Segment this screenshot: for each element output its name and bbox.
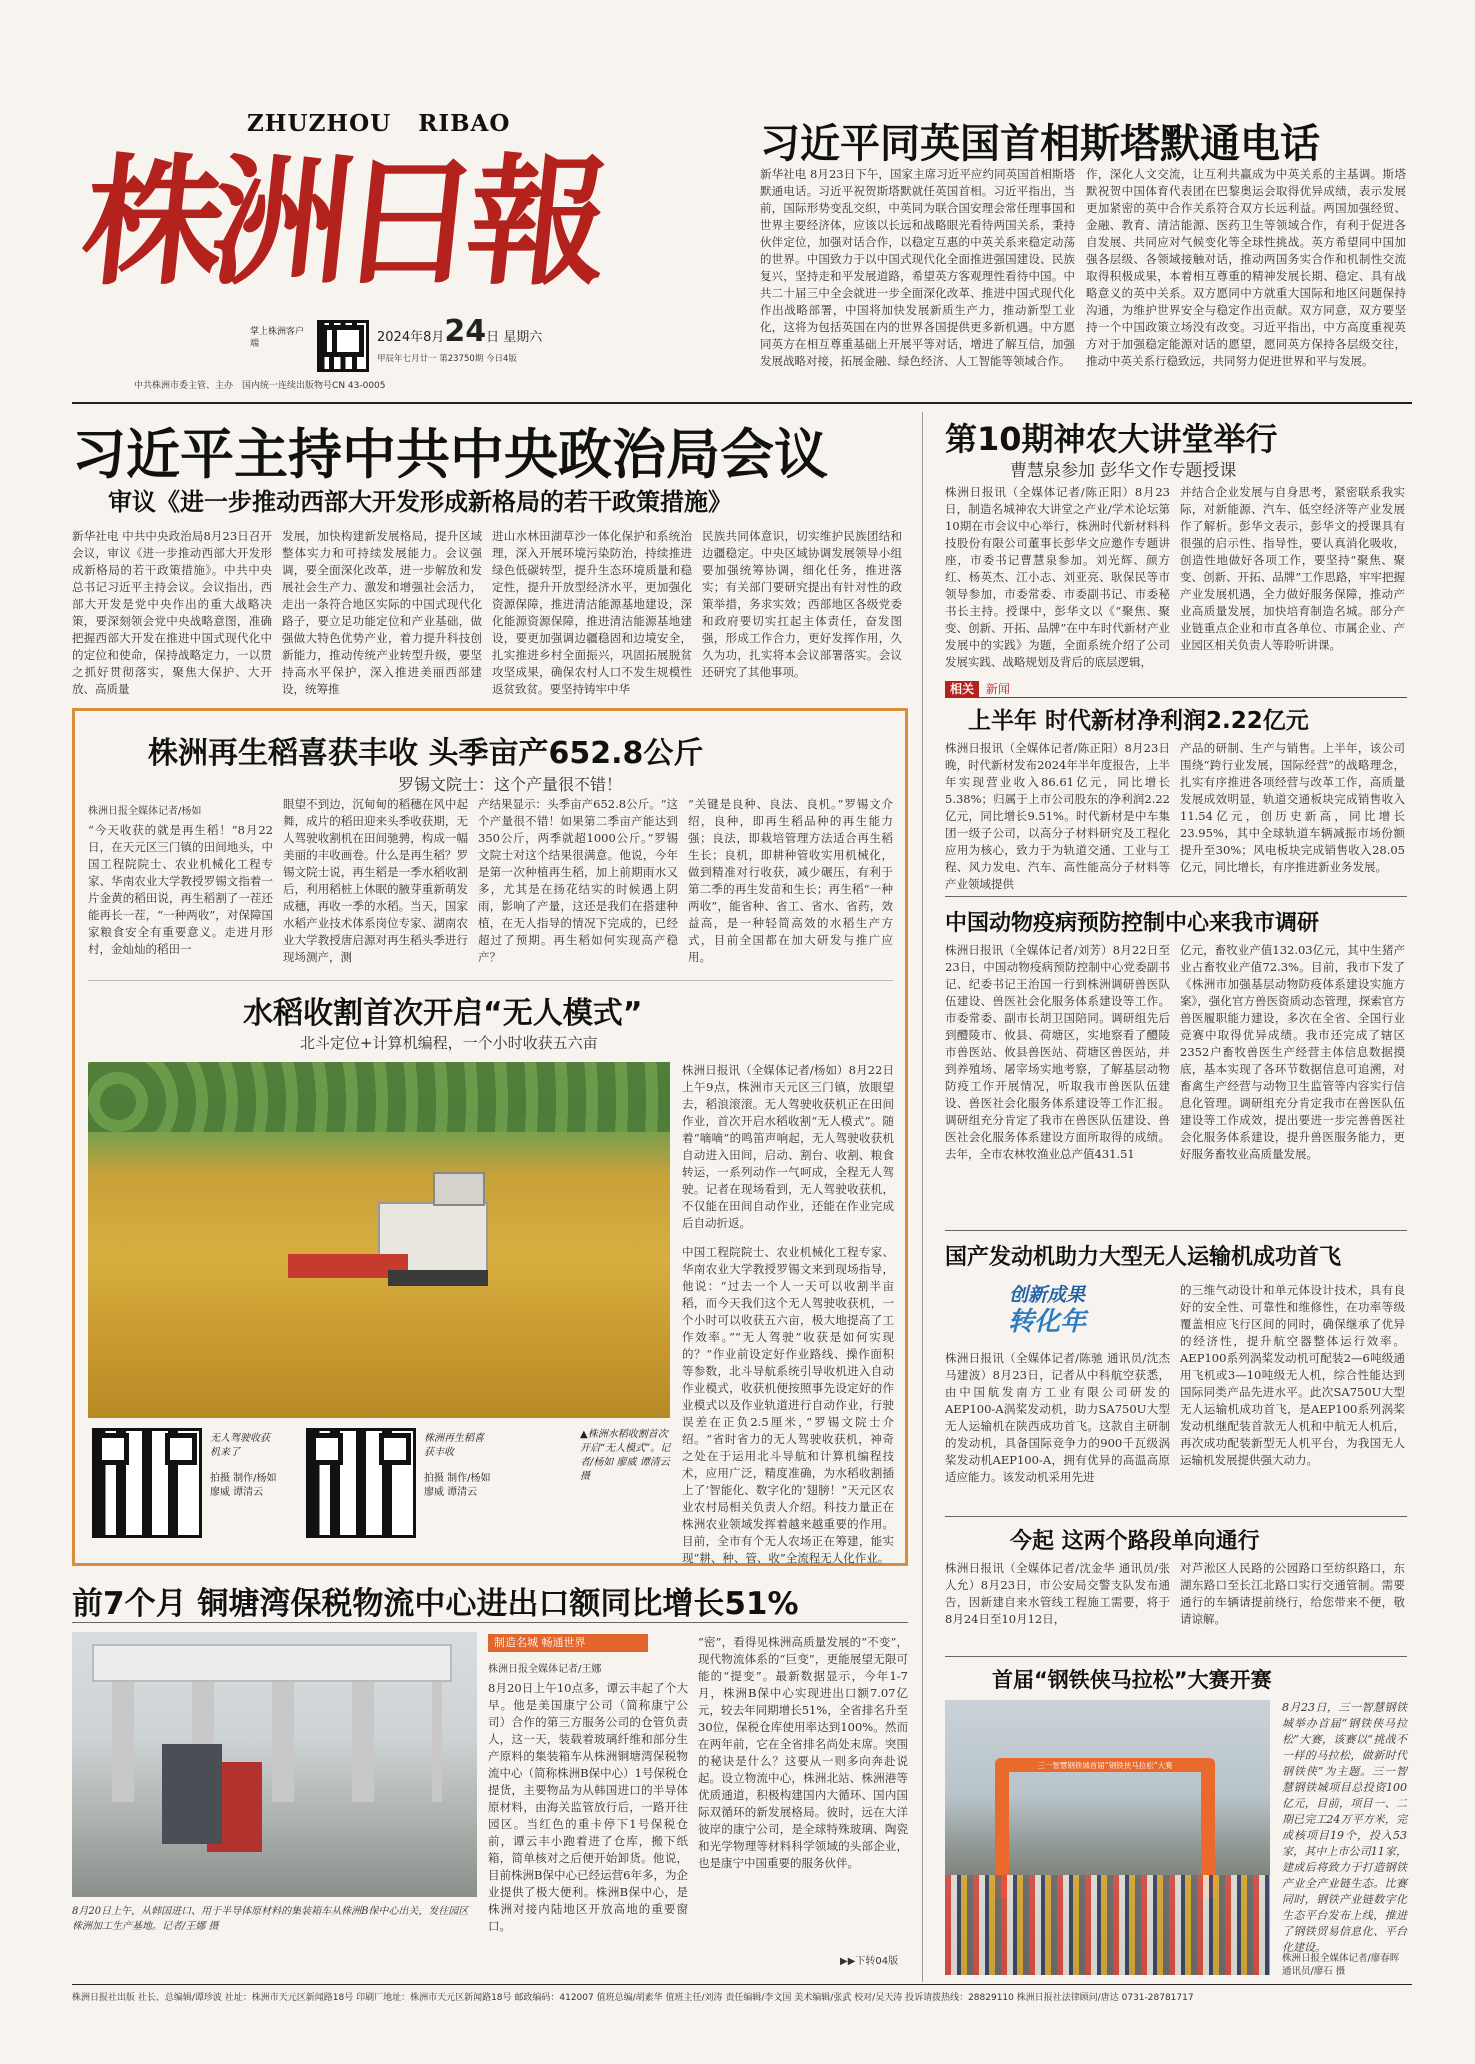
farm-col2: 眼望不到边，沉甸甸的稻穗在风中起舞，成片的稻田迎来头季收获期，无人驾驶收割机在田间驰骋，构成一幅美丽的丰收画卷。什么是再生稻？罗锡文院士说，再生稻是一季水稻收割后，利用稻桩上休眠的腋芽重新萌发成穗，再收一季的水稻。当天，国家水稻产业技术体系岗位专家、湖南农业大学教授唐启源对再生稻头季进行现场测产，测: [283, 797, 468, 964]
shennong-subtitle: 曹慧泉参加 彭华文作专题授课: [1010, 461, 1237, 481]
qr1-credit: 拍摄 制作/杨如 廖威 谭清云: [210, 1473, 277, 1498]
gate-roof: [92, 1644, 452, 1682]
date-suffix: 日 星期六: [486, 330, 543, 345]
publisher-line: [134, 378, 386, 391]
road-col2: 对芦淞区人民路的公园路口至纺织路口，东湖东路口至长江北路口实行交通管制。需要通行的车辆请提前绕行，给您带来不便，敬请谅解。: [1180, 1561, 1405, 1626]
farm-col4: “关键是良种、良法、良机。”罗锡文介绍，良种，即再生稻品种的再生能力强；良法，即栽培管理方法适合再生稻生长；良机，即耕种管收实用机械化，做到精准对行收获，减少碾压，有利于第二季的再生发苗和生长；再生稻“一种两收”，能省种、省工、省水、省药，效益高，是一种轻简高效的水稻生产方式，目前全国都在加大研发与推广应用。: [688, 797, 893, 964]
harvester-track: [388, 1270, 488, 1286]
engine-col2: 的三维气动设计和单元体设计技术，具有良好的安全性、可靠性和维修性，在功率等级覆盖相应飞行区间的同时，确保继承了优异的经济性，提升航空器整体运行效率。AEP100系列涡桨发动机可配装2—6吨级通用飞机或3—10吨级无人机，综合性能达到国际同类产品先进水平。此次SA750U大型无人运输机成功首飞，是AEP100系列涡桨发动机继配装首款无人机和中航无人机后，再次成功配装新型无人机平台，为我国无人运输机发展提供强大动力。: [1180, 1283, 1405, 1467]
lead-body-col2: 作，深化人文交流，让互利共赢成为中英关系的主基调。斯塔默祝贺中国体育代表团在巴黎奥运会取得优异成绩，表示发展更加紧密的英中合作关系符合双方长远利益。两国加强经贸、金融、教育、清洁能源、医药卫生等领域合作，有利于促进各自发展、共同应对气候变化等全球性挑战。英方希望同中国加强各层级、各领域接触对话，推动两国务实合作和机制性交流取得积极成果，本着相互尊重的精神发展长期、稳定、具有战略意义的英中关系。双方愿同中方就重大国际和地区问题保持沟通，为维护世界安全与稳定作出贡献。双方同意，双方要坚持一个中国政策立场没有改变。习近平指出，中方高度重视英方对于加强稳定能源对话的愿望，愿同英方保持各层级交往，推动中英关系行稳致远，共同努力促进世界和平与发展。: [1086, 167, 1406, 368]
divider-animal: [945, 1230, 1407, 1231]
masthead-logo: 株洲日報: [75, 141, 605, 305]
continued-on-page[interactable]: ▶▶下转04版: [840, 1956, 899, 1967]
shennong-col2: 并结合企业发展与自身思考，紧密联系我实际，对新能源、汽车、低空经济等产业发展作了解析。彭华文表示，彭华文的授课具有很强的启示性、指导性，要认真消化吸收，创造性地做好各项工作，要坚持“聚焦、聚变、创新、开拓、品牌”工作思路，牢牢把握产业发展机遇，全力做好服务保障，推动产业高质量发展，加快培育制造名城。部分产业链重点企业和市直各单位、市属企业、产业园区相关负责人等聆听讲课。: [1180, 485, 1405, 652]
bonded-col2: “密”，看得见株洲高质量发展的“不变”，现代物流体系的“巨变”，更能展望无限可能的“提变”。最新数据显示，今年1-7月，株洲B保中心实现进出口额7.07亿元，较去年同期增长51%，全省排名升至30位，保税仓库使用率达到100%。然而在两年前，它在全省排名尚处末席。突围的秘诀是什么？这要从一则多向奔赴说起。设立物流中心，株洲北站、株洲港等优质通道，积极构建国内大循环、国内国际双循环的新发展格局。彼时，远在大洋彼岸的康宁公司，是全球特殊玻璃、陶瓷和光学物理等材料科学领域的头部企业，也是康宁中国重要的服务伙伴。: [698, 1635, 908, 1870]
masthead-app-qr[interactable]: [317, 320, 369, 372]
animal-col2: 亿元，畜牧业产值132.03亿元，其中生猪产业占畜牧业产值72.3%。目前，我市下发了《株洲市加强基层动物防疫体系建设实施方案》，强化官方兽医资质动态管理，探索官方兽医履职能力建设，多次在全省、全国行业竞赛中取得优异成绩。我市还完成了辖区2352户畜牧兽医生产经营主体信息数据摸底，基本实现了各环节数据信息可追溯，对畜禽生产经营与动物卫生监管等内容实行信息化管理。调研组充分肯定我市在兽医队伍建设等工作成效，提出要进一步完善兽医社会化服务体系建设，提升兽医服务能力，更好服务畜牧业高质量发展。: [1180, 943, 1405, 1161]
date-prefix: 2024年8月: [377, 330, 445, 345]
newmat-col2: 产品的研制、生产与销售。上半年，该公司围绕“跨行业发展，国际经营”的战略理念，扎实有序推进各项经营与改革工作，高质量发展成效明显，轨道交通板块完成销售收入11.54亿元，创历史新高，同比增长23.95%，其中全球轨道车辆减振市场份额提升至30%；风电板块完成销售收入28.05亿元，同比增长，有序推进新业务发展。: [1180, 741, 1405, 874]
issue-info: [377, 352, 517, 364]
vertical-divider-right: [922, 412, 923, 1982]
bonded-headline: 前7个月 铜塘湾保税物流中心进出口额同比增长51%: [72, 1586, 799, 1622]
related-tag-label: 相关: [945, 681, 979, 697]
issue-number: 第23750期: [439, 354, 484, 364]
politburo-col2: 发展，加快构建新发展格局，提升区域整体实力和可持续发展能力。会议强调，要全面深化改革，进一步解放和发展社会生产力、激发和增强社会活力，走出一条符合地区实际的中国式现代化路子，要立足功能定位和产业基础，做强做大特色优势产业，着力提升科技创新能力，推动传统产业转型升级，要坚持高水平保护，深入推进美丽西部建设，统筹推: [282, 529, 482, 696]
badge-line2: 转化年: [1007, 1307, 1086, 1337]
issue-date: [377, 314, 542, 349]
harvest-qr-code-1[interactable]: [92, 1428, 202, 1538]
politburo-subtitle: 审议《进一步推动西部大开发形成新格局的若干政策措施》: [108, 488, 732, 516]
footer-credits: 株洲日报社出版 社长、总编辑/谭珍波 社址：株洲市天元区新闻路18号 印刷厂地址：株洲市天元区新闻路18号 邮政编码：412007 值班总编/胡素华 值班主任/刘涛 责任编辑/李文国 美术编辑/张武 校对/吴天涛 投诉请拨热线：28829110 株洲日报社法律顾问/唐达 0731-28781717: [72, 1993, 1194, 2003]
marathon-photo: [945, 1700, 1270, 1975]
farm-divider: [88, 980, 893, 981]
politburo-col4: 民族共同体意识，切实维护民族团结和边疆稳定。中央区域协调发展领导小组要加强统筹协调，细化任务，推进落实；有关部门要研究提出有针对性的政策举措，务求实效；西部地区各级党委和政府要切实扛起主体责任，奋发图强，形成工作合力，更好发挥作用，久久为功，扎实将本会议部署落实。会议还研究了其他事项。: [702, 529, 902, 679]
marathon-text: 8月23日，三一智慧钢铁城举办首届“钢铁侠马拉松”大赛，该赛以“挑战不一样的马拉松，做新时代钢铁侠”为主题。三一智慧钢铁城项目总投资100亿元，目前，项目一、二期已完工24万平方米，完成核项目19个，投入53家，其中上市公司11家，建成后将致力于打造钢铁产业全产业链生态。比赛同时，钢铁产业链数字化生态平台发布上线，推进了钢铁贸易信息化、平台化建设。: [1282, 1701, 1407, 1954]
bonded-byline: 株洲日报全媒体记者/王娜: [488, 1664, 602, 1675]
qr1-caption: 无人驾驶收获机来了: [210, 1433, 270, 1458]
footer-rule: [72, 1984, 1412, 1985]
marathon-headline: 首届“钢铁侠马拉松”大赛开赛: [992, 1668, 1272, 1692]
truck-container: [162, 1744, 222, 1844]
bonded-tag: [488, 1634, 648, 1652]
page-count: 今日4版: [485, 354, 517, 364]
harvest-col1: 株洲日报讯（全媒体记者/杨如）8月22日上午9点，株洲市天元区三门镇，放眼望去，稻浪滚滚。无人驾驶收获机正在田间作业，首次开启水稻收割“无人模式”。随着“嘀嘀”的鸣笛声响起，无人驾驶收获机自动进入田间，启动、割台、收割、粮食转运，一系列动作一气呵成，全程无人驾驶。记者在现场看到，无人驾驶收获机，不仅能在田间自动作业，还能在作业完成后自动折返。: [682, 1063, 894, 1230]
shennong-col1: 株洲日报讯（全媒体记者/陈正阳）8月23日，制造名城神农大讲堂之产业/学术论坛第10期在市会议中心举行，株洲时代新材料科技股份有限公司董事长彭华文应邀作专题讲座，市委书记曹慧泉参加。刘光辉、颜方红、杨英杰、江小志、刘亚亮、耿保民等市领导参加，市委常委、市委副书记、市委秘书长主持。授课中，彭华文以《“聚焦、聚变、创新、开拓、品牌”在中车时代新材产业发展中的实践》为题，全面系统介绍了公司发展实践、战略规划及背后的底层逻辑，: [945, 485, 1170, 669]
lead-body-col1: 新华社电 8月23日下午，国家主席习近平应约同英国首相斯塔默通电话。习近平祝贺斯塔默就任英国首相。习近平指出，当前，国际形势变乱交织，中英同为联合国安理会常任理事国和世界主要经济体，应该以长远和战略眼光看待两国关系，秉持伙伴定位，加强对话合作，以稳定互惠的中英关系来稳定动荡的世界。中国致力于以中国式现代化全面推进强国建设、民族复兴，坚持走和平发展道路，希望英方客观理性看待中国。中共二十届三中全会就进一步全面深化改革、推进中国式现代化作出战略部署，中国将加快发展新质生产力，推动新型工业化，这将为包括英国在内的世界各国提供更多新机遇。中方愿同英方在相互尊重基础上开展平等对话，增进了解互信，加强发展战略对接，拓展金融、绿色经济、人工智能等领域合作。: [760, 167, 1075, 368]
publisher: 中共株洲市委主管、主办: [134, 381, 234, 391]
bonded-tag-text: 制造名城 畅通世界: [494, 1636, 586, 1649]
bonded-photo: [72, 1632, 477, 1897]
tree-line: [88, 1062, 670, 1132]
runners-crowd: [945, 1875, 1270, 1975]
farm-subtitle: 罗锡文院士：这个产量很不错！: [398, 775, 623, 794]
masthead-pinyin: ZHUZHOU RIBAO: [247, 110, 511, 137]
politburo-headline: 习近平主持中共中央政治局会议: [72, 423, 828, 486]
newmat-col1: 株洲日报讯（全媒体记者/陈正阳）8月23日晚，时代新材发布2024年半年度报告，上半年实现营业收入86.61亿元，同比增长5.38%；归属于上市公司股东的净利润2.22亿元，同比增长9.51%。时代新材是中车集团一级子公司，以高分子材料研究及工程化应用为核心，致力于为轨道交通、工业与工程、风力发电、汽车、高性能高分子材料等产业领域提供: [945, 741, 1170, 891]
bonded-col1: 8月20日上午10点多，谭云丰起了个大早。他是美国康宁公司（简称康宁公司）合作的第三方服务公司的仓管负责人，这一天，装载着玻璃纤维和部分生产原料的集装箱车从株洲铜塘湾保税物流中心（简称株洲B保中心）1号保税仓提货，主要物品为从韩国进口的半导体原材料，由海关监管放行后，一路开往园区。当红色的重卡停下1号保税仓前，谭云丰小跑着进了仓库，搬下纸箱，简单核对之后便开始卸货。他说，目前株洲B保中心已经运营6年多，为企业提供了极大便利。株洲B保中心，是株洲对接内陆地区开放高地的重要窗口。: [488, 1681, 688, 1933]
lunar-date: 甲辰年七月廿一: [377, 354, 437, 364]
harvest-subtitle: 北斗定位+计算机编程，一个小时收获五六亩: [300, 1034, 598, 1052]
harvest-photo-caption: ▲株洲水稻收割首次开启“无人模式”。记者/杨如 廖威 谭清云 摄: [580, 1429, 671, 1482]
politburo-col1: 新华社电 中共中央政治局8月23日召开会议，审议《进一步推动西部大开发形成新格局的若干政策措施》。中共中央总书记习近平主持会议。会议指出，西部大开发是党中央作出的重大战略决策，要深刻领会党中央战略意图，准确把握西部大开发在推进中国式现代化中的定位和使命，保持战略定力，一以贯之抓好贯彻落实，聚焦大保护、大开放、高质量: [72, 529, 272, 696]
divider-engine: [945, 1516, 1407, 1517]
harvest-headline: 水稻收割首次开启“无人模式”: [243, 996, 643, 1031]
bonded-underline: [72, 1622, 908, 1623]
politburo-col3: 进山水林田湖草沙一体化保护和系统治理，深入开展环境污染防治，持续推进绿色低碳转型，提升生态环境质量和稳定性，提升开放型经济水平，更加强化资源保障，推进清洁能源基地建设，深化能源资源保障，推进清洁能源基地建设，要更加强调边疆稳固和边境安全，扎实推进乡村全面振兴，巩固拓展脱贫攻坚成果，确保农村人口不发生规模性返贫致贫。要坚持铸牢中华: [492, 529, 692, 696]
badge-line1: 创新成果: [1008, 1284, 1085, 1306]
shennong-headline: 第10期神农大讲堂举行: [945, 420, 1278, 458]
divider-top: [72, 402, 1412, 404]
newmat-headline: 上半年 时代新材净利润2.22亿元: [968, 708, 1309, 734]
road-col1: 株洲日报讯（全媒体记者/沈金华 通讯员/张人允）8月23日，市公安局交警支队发布通告，因新建自来水管线工程施工需要，将于8月24日至10月12日，: [945, 1561, 1170, 1626]
divider-newmat: [945, 896, 1407, 897]
animal-headline: 中国动物疫病预防控制中心来我市调研: [945, 911, 1320, 936]
harvest-qr-code-2[interactable]: [306, 1428, 416, 1538]
harvester-cab: [433, 1172, 485, 1206]
masthead-qr-caption: 掌上株洲客户端: [250, 327, 305, 349]
engine-col1: 株洲日报讯（全媒体记者/陈驰 通讯员/沈杰 马建波）8月23日，记者从中科航空获悉，由中国航发南方工业有限公司研发的AEP100-A涡桨发动机，助力SA750U大型无人运输机在陕西成功首飞。这款自主研制的发动机，具备国际竞争力的900千瓦级涡桨发动机AEP100-A，拥有优异的高温高原适应能力。该发动机采用先进: [945, 1351, 1170, 1484]
qr2-caption: 株洲再生稻喜获丰收: [424, 1433, 484, 1458]
masthead: [72, 78, 722, 418]
harvest-col2: 中国工程院院士、农业机械化工程专家、华南农业大学教授罗锡文来到现场指导，他说：“过去一个人一天可以收割半亩稻，而今天我们这个无人驾驶收获机，一个小时可以收获五六亩，极大地提高了工作效率。”“无人驾驶”收获是如何实现的？“作业前设定好作业路线、操作面积等参数，北斗导航系统引导收机进入自动作业模式，收获机便按照事先设定好的作业模式以及作业轨道进行自动作业，行驶误差在正负2.5厘米，”罗锡文院士介绍。“省时省力的无人驾驶收获机，神奇之处在于运用北斗导航和计算机编程技术，应用广泛，精度准确，为水稻收割插上了‘智能化、数字化的’翅膀！”天元区农业农村局相关负责人介绍。科技力量正在株洲农业领域发挥着越来越重要的作用。目前，全市有个无人农场正在筹建，能实现“耕、种、管、收”全流程无人化作业。: [682, 1245, 894, 1565]
engine-headline: 国产发动机助力大型无人运输机成功首飞: [945, 1245, 1342, 1270]
related-tag-sub: 新闻: [985, 682, 1010, 696]
date-day: 24: [444, 314, 487, 349]
farm-byline: 株洲日报全媒体记者/杨如: [88, 806, 202, 817]
related-underline: [945, 697, 1407, 698]
farm-col3: 产结果显示：头季亩产652.8公斤。“这个产量很不错！如果第二季亩产能达到350公斤，两季就超1000公斤。”罗锡文院士对这个结果很满意。他说，今年是第一次种植再生稻，加上前期雨水又多，尤其是在扬花结实的时候遇上阴雨，影响了产量，这还是我们在搭建种植，在无人指导的情况下完成的，已经超过了预期。再生稻如何实现高产稳产？: [478, 797, 678, 964]
farm-headline: 株洲再生稻喜获丰收 头季亩产652.8公斤: [148, 736, 704, 771]
animal-col1: 株洲日报讯（全媒体记者/刘芳）8月22日至23日，中国动物疫病预防控制中心党委副书记、纪委书记王治国一行到株洲调研兽医队伍建设、兽医社会化服务体系建设等工作。市委常委、副市长胡卫国陪同。调研组先后到醴陵市、攸县、荷塘区，实地察看了醴陵市兽医站、攸县兽医站、荷塘区兽医站，并到养殖场、屠宰场实地考察，了解基层动物防疫工作开展情况，听取我市兽医队伍建设、兽医社会化服务体系建设等工作汇报。调研组充分肯定了我市在兽医队伍建设、兽医社会化服务体系建设方面所取得的成绩。去年，全市农林牧渔业总产值431.51: [945, 943, 1170, 1161]
farm-col1: “今天收获的就是再生稻！”8月22日，在天元区三门镇的田间地头，中国工程院院士、农业机械化工程专家、华南农业大学教授罗锡文指着一片金黄的稻田说，再生稻割了一茬还能再长一茬，“一种两收”，对保障国家粮食安全有重要意义。走进月形村，金灿灿的稻田一: [88, 823, 273, 956]
related-news-tag: [945, 680, 1010, 697]
cn-number: 国内统一连续出版物号CN 43-0005: [242, 381, 386, 391]
lead-headline: 习近平同英国首相斯塔默通电话: [760, 121, 1320, 167]
road-headline: 今起 这两个路段单向通行: [1010, 1529, 1260, 1554]
bonded-photo-caption: 8月20日上午，从韩国进口、用于半导体原材料的集装箱车从株洲B保中心出关，发往园区株洲加工生产基地。记者/王娜 摄: [72, 1906, 469, 1932]
innovation-badge: [972, 1280, 1122, 1342]
divider-road: [945, 1656, 1407, 1657]
qr2-credit: 拍摄 制作/杨如 廖威 谭清云: [424, 1473, 491, 1498]
harvest-photo: [88, 1062, 670, 1418]
arch-banner: 三一智慧钢铁城首届“钢铁侠马拉松”大赛: [1037, 1761, 1173, 1770]
marathon-credit: 株洲日报全媒体记者/廖春晖 通讯员/廖石 摄: [1282, 1953, 1400, 1977]
